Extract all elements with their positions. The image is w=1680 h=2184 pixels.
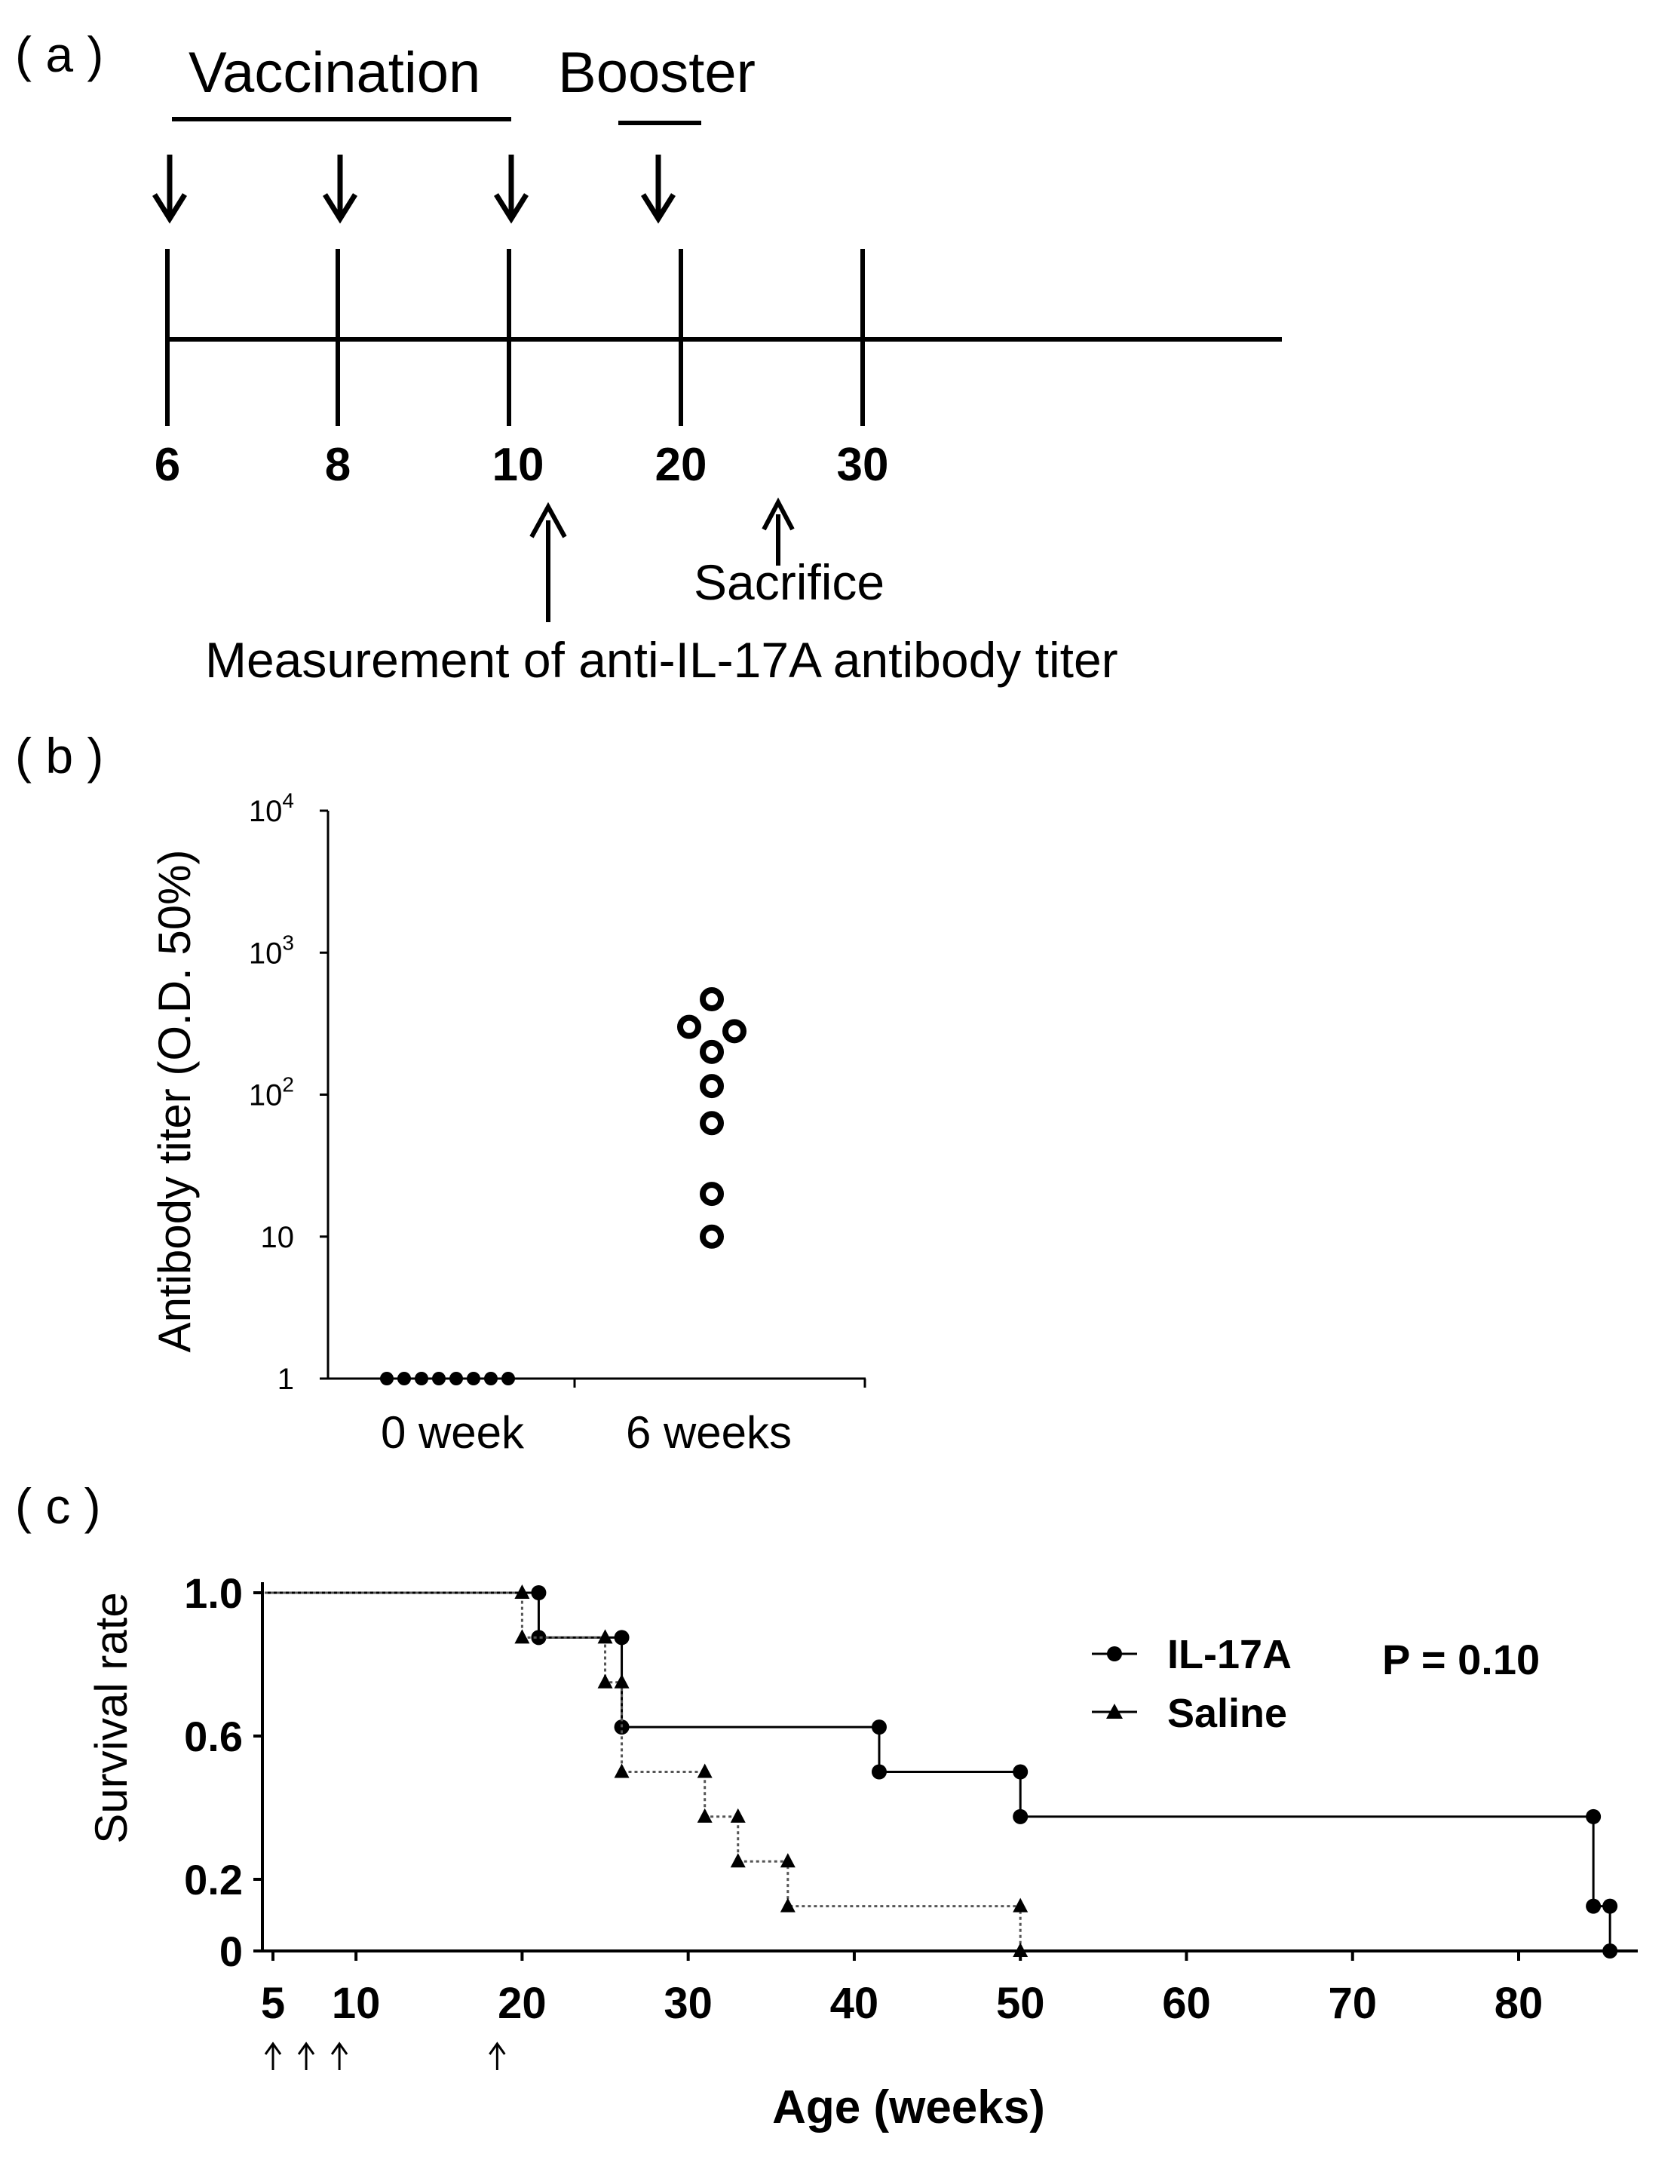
survival-point-il-17a — [872, 1719, 887, 1735]
survival-point-il-17a — [1586, 1899, 1601, 1914]
vaccination-label: Vaccination — [189, 41, 481, 105]
antibody-y-tick-label: $10^3$ — [248, 931, 294, 971]
survival-legend — [1092, 1632, 1540, 1736]
antibody-y-tick-label: $10^4$ — [248, 789, 294, 828]
survival-x-tick-label-50: 50 — [995, 1979, 1045, 2028]
panel-c-survival — [15, 1478, 1638, 2133]
survival-point-il-17a — [531, 1630, 546, 1645]
survival-x-tick-label-60: 60 — [1162, 1979, 1211, 2028]
survival-point-il-17a — [872, 1765, 887, 1780]
legend-il17a-label: IL-17A — [1167, 1632, 1292, 1677]
survival-vaccination-arrow — [332, 2044, 347, 2070]
survival-y-axis-title: Survival rate — [86, 1592, 136, 1844]
antibody-point-0-week — [432, 1372, 446, 1385]
timeline-label-8: 8 — [324, 439, 351, 491]
antibody-y-tick-label: $10^2$ — [248, 1072, 294, 1112]
survival-y-tick-label: 0.6 — [184, 1713, 243, 1760]
survival-point-il-17a — [1013, 1765, 1028, 1780]
survival-vaccination-arrow — [265, 2044, 281, 2070]
timeline-label-30: 30 — [836, 439, 889, 491]
panel-b-antibody-titer — [15, 728, 866, 1458]
survival-x-tick-label-10: 10 — [331, 1979, 381, 2028]
antibody-point-6-weeks — [703, 1185, 721, 1203]
survival-y-tick-label: 0.2 — [184, 1856, 243, 1903]
survival-point-saline — [615, 1764, 630, 1778]
survival-point-il-17a — [1586, 1809, 1601, 1824]
antibody-point-0-week — [397, 1372, 411, 1385]
survival-x-tick-label-70: 70 — [1328, 1979, 1377, 2028]
survival-y-tick-label: 1.0 — [184, 1569, 243, 1617]
antibody-y-tick-label: 10 — [260, 1220, 294, 1254]
antibody-point-0-week — [467, 1372, 480, 1385]
survival-point-saline — [731, 1853, 746, 1867]
sacrifice-label: Sacrifice — [694, 554, 885, 610]
antibody-point-6-weeks — [703, 1043, 721, 1061]
p-value-label: P = 0.10 — [1382, 1636, 1541, 1683]
survival-x-tick-label-40: 40 — [829, 1979, 879, 2028]
panel-c-label: ( c ) — [15, 1478, 101, 1534]
antibody-point-6-weeks — [703, 1077, 721, 1095]
survival-x-tick-label-30: 30 — [664, 1979, 713, 2028]
survival-point-il-17a — [615, 1630, 630, 1645]
timeline-label-20: 20 — [655, 439, 707, 491]
antibody-point-6-weeks — [703, 990, 721, 1008]
vaccination-arrow-20 — [643, 155, 673, 219]
survival-x-tick-label-80: 80 — [1494, 1979, 1544, 2028]
survival-vaccination-arrow — [489, 2044, 504, 2070]
antibody-point-0-week — [484, 1372, 498, 1385]
measurement-arrow — [532, 507, 565, 622]
survival-point-saline — [697, 1808, 713, 1823]
booster-label: Booster — [558, 41, 756, 105]
survival-x-tick-label-20: 20 — [498, 1979, 547, 2028]
survival-point-saline — [697, 1764, 713, 1778]
survival-point-saline — [514, 1629, 529, 1643]
timeline-label-10: 10 — [492, 439, 544, 491]
antibody-point-0-week — [449, 1372, 463, 1385]
measurement-label: Measurement of anti-IL-17A antibody titer — [205, 632, 1118, 688]
timeline-label-6: 6 — [154, 439, 181, 491]
antibody-point-0-week — [380, 1372, 394, 1385]
survival-point-il-17a — [1602, 1943, 1617, 1959]
vaccination-arrow-10 — [496, 155, 526, 219]
antibody-x-label-1: 6 weeks — [625, 1407, 792, 1458]
survival-point-il-17a — [1602, 1899, 1617, 1914]
survival-point-saline — [780, 1898, 796, 1913]
antibody-y-axis-title: Antibody titer (O.D. 50%) — [149, 849, 200, 1353]
survival-point-il-17a — [531, 1585, 546, 1600]
survival-x-tick-label-5: 5 — [260, 1979, 286, 2028]
legend-il17a-marker — [1107, 1646, 1122, 1661]
vaccination-arrow-8 — [325, 155, 355, 219]
antibody-x-label-0: 0 week — [380, 1407, 525, 1458]
survival-point-saline — [731, 1808, 746, 1823]
vaccination-arrow-6 — [155, 155, 185, 219]
panel-b-label: ( b ) — [15, 728, 104, 784]
antibody-point-6-weeks — [680, 1018, 698, 1036]
survival-x-axis-title: Age (weeks) — [772, 2081, 1045, 2133]
antibody-point-0-week — [415, 1372, 428, 1385]
survival-point-il-17a — [1013, 1809, 1028, 1824]
antibody-point-0-week — [501, 1372, 515, 1385]
legend-saline-label: Saline — [1167, 1691, 1288, 1736]
antibody-point-6-weeks — [703, 1228, 721, 1246]
antibody-y-tick-label: 1 — [277, 1363, 294, 1396]
survival-y-tick-label: 0 — [219, 1928, 243, 1975]
antibody-point-6-weeks — [703, 1114, 721, 1132]
panel-a-timeline — [15, 26, 1282, 688]
panel-a-label: ( a ) — [15, 26, 104, 82]
antibody-point-6-weeks — [725, 1022, 743, 1040]
survival-vaccination-arrow — [299, 2044, 314, 2070]
